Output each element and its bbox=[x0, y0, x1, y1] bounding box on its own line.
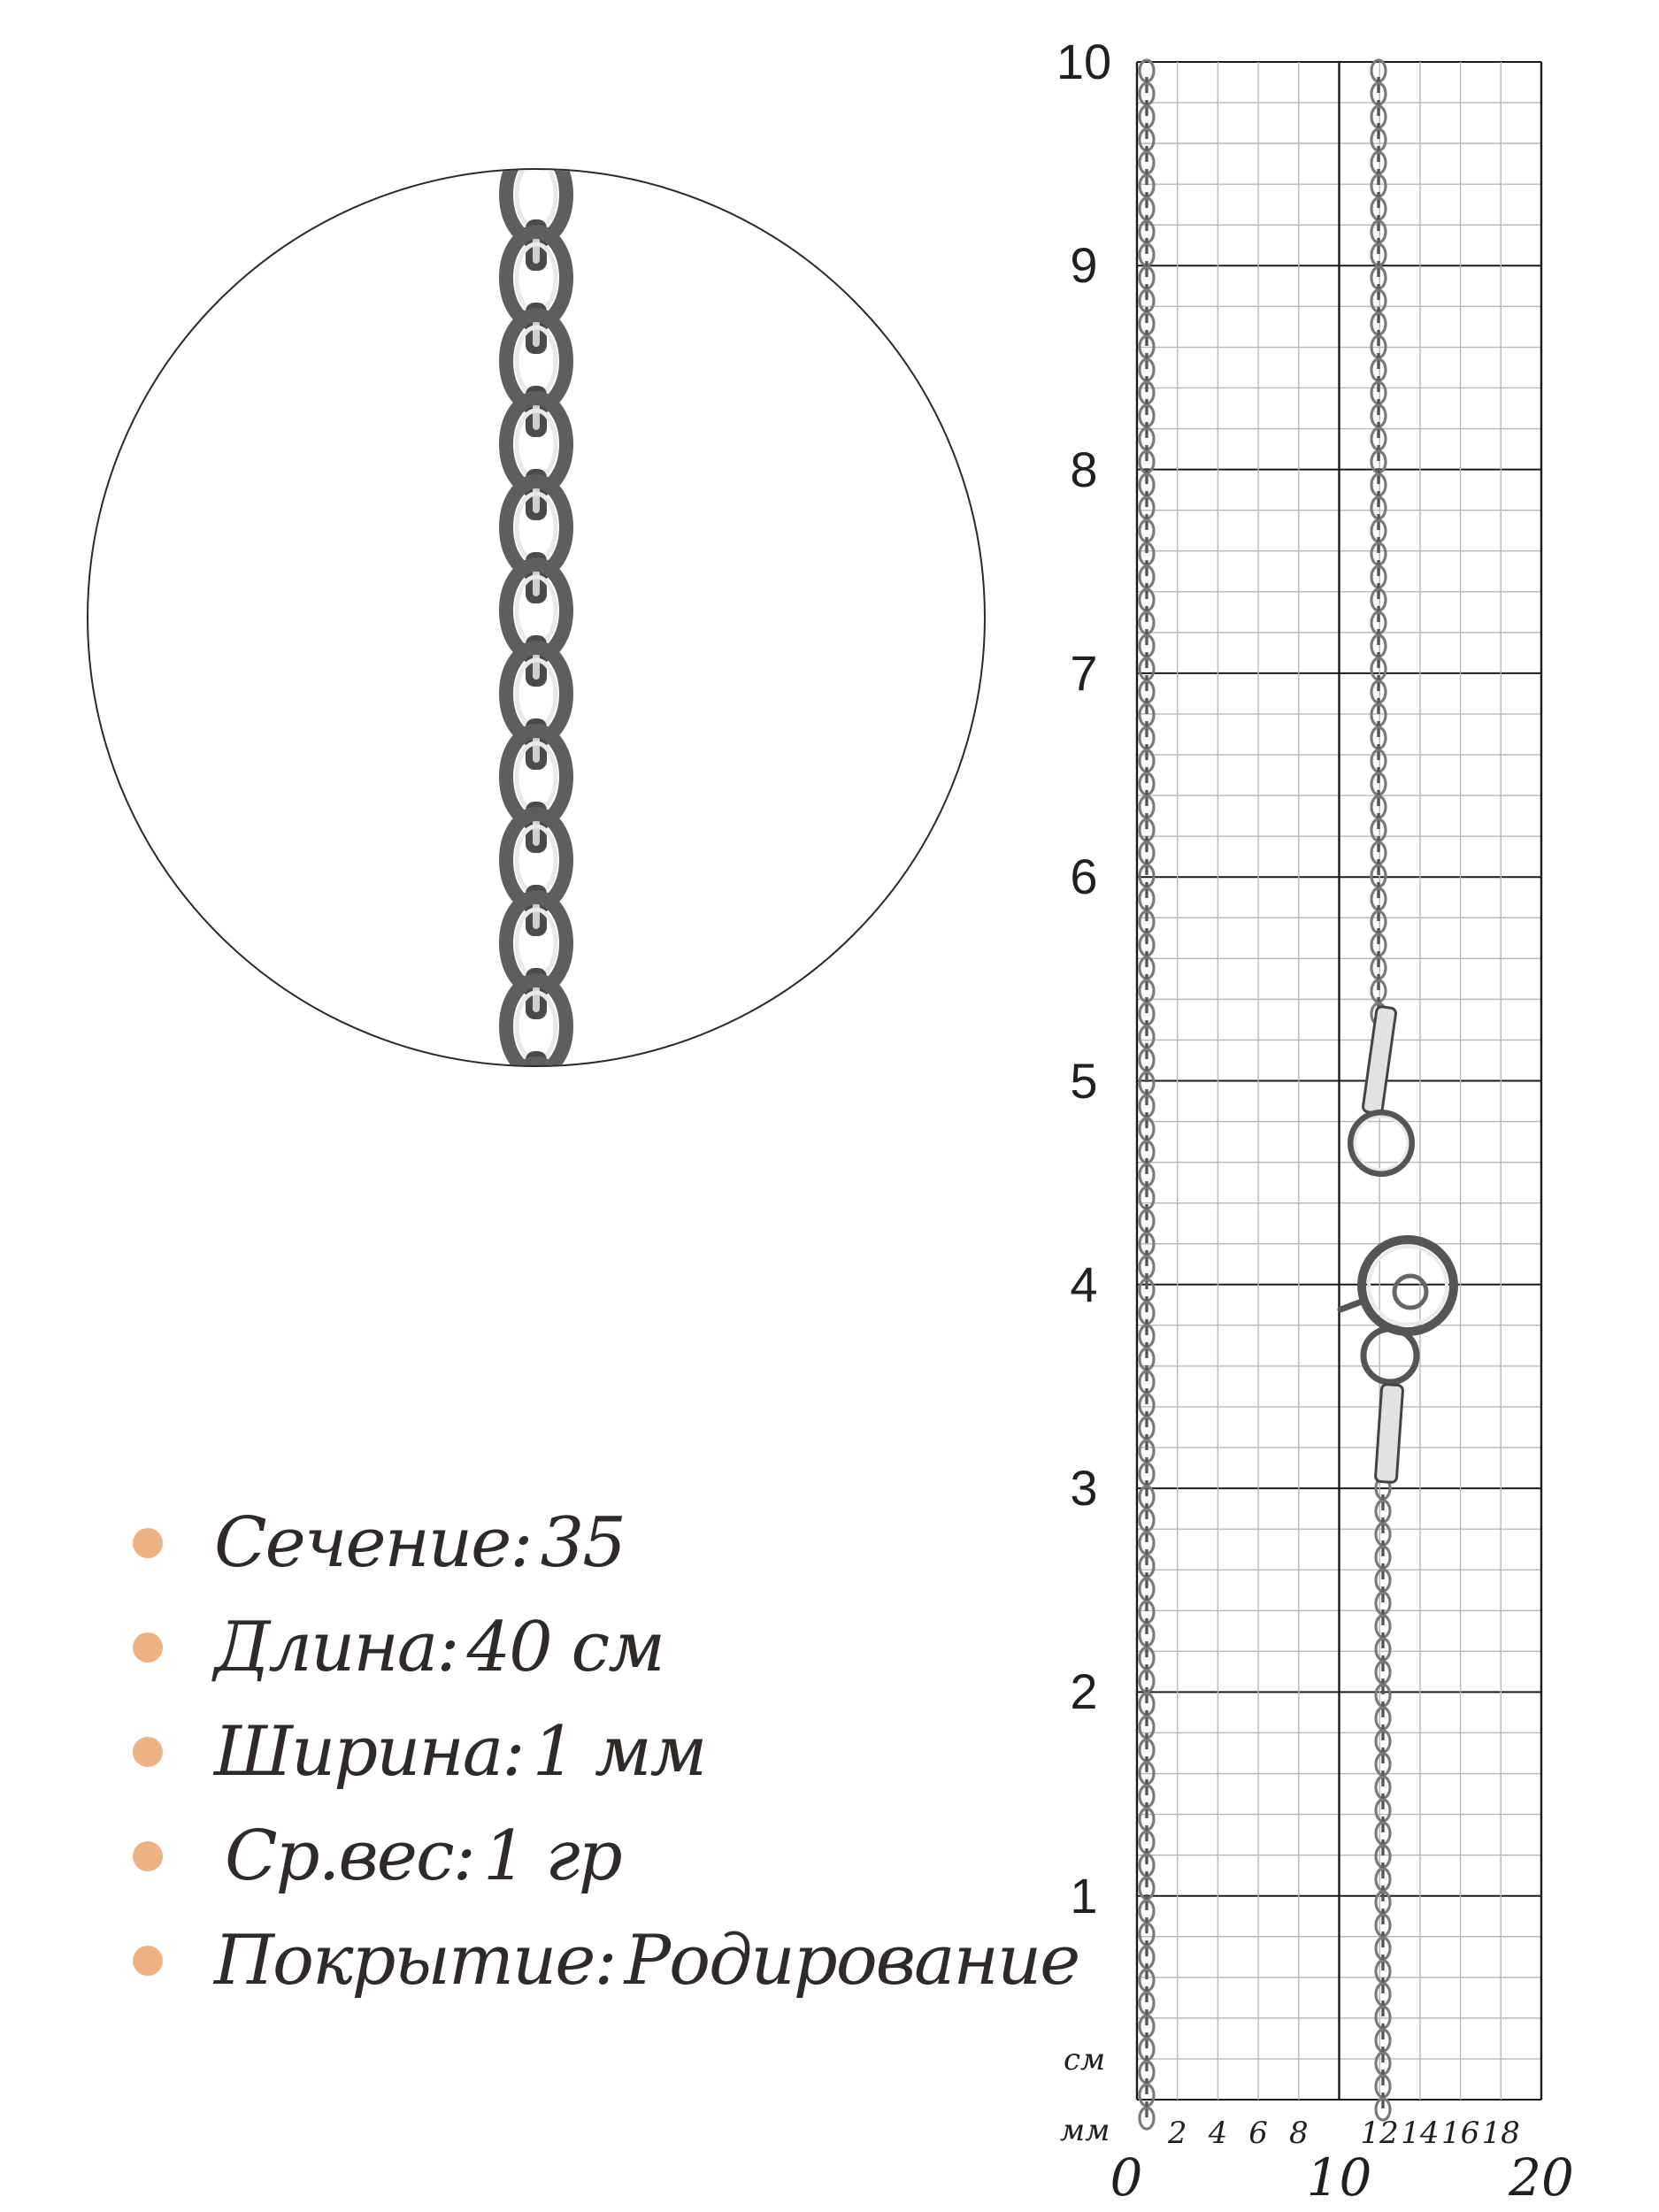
unit-cm-label: см bbox=[1064, 2042, 1106, 2078]
cm-label-1: 1 bbox=[1070, 1867, 1098, 1924]
bottom-label-0: 0 bbox=[1110, 2147, 1143, 2208]
zoom-chain bbox=[506, 170, 566, 1065]
cm-label-9: 9 bbox=[1070, 237, 1098, 294]
cm-label-5: 5 bbox=[1070, 1052, 1098, 1109]
spec-coating-value: Родирование bbox=[624, 1921, 1079, 2001]
spring-ring bbox=[1362, 1240, 1454, 1332]
mm-label-8: 8 bbox=[1288, 2116, 1309, 2151]
spec-width bbox=[133, 1700, 1079, 1804]
bullet-icon bbox=[133, 1841, 163, 1871]
bottom-label-10: 10 bbox=[1306, 2147, 1372, 2208]
bottom-label-20: 20 bbox=[1509, 2147, 1574, 2208]
right-chain-lower bbox=[1376, 1478, 1390, 2120]
spec-section-label: Сечение: bbox=[214, 1503, 532, 1583]
spec-list bbox=[133, 1491, 1079, 2013]
bullet-icon bbox=[133, 1946, 163, 1976]
spec-weight-label: Ср.вес: bbox=[225, 1816, 474, 1896]
right-chain-upper bbox=[1371, 60, 1386, 1025]
mm-label-14: 14 bbox=[1401, 2116, 1440, 2151]
bullet-icon bbox=[133, 1528, 163, 1558]
grid-lines bbox=[1137, 62, 1541, 2100]
cm-label-10: 10 bbox=[1056, 34, 1112, 89]
grid-with-chain bbox=[1044, 35, 1646, 2194]
spec-length bbox=[133, 1595, 1079, 1700]
cm-label-7: 7 bbox=[1070, 644, 1098, 701]
mm-label-2: 2 bbox=[1167, 2116, 1187, 2151]
mm-label-12: 12 bbox=[1360, 2116, 1399, 2151]
chain-zoom-circle bbox=[87, 168, 986, 1067]
mm-label-6: 6 bbox=[1248, 2116, 1268, 2151]
cm-label-8: 8 bbox=[1070, 441, 1098, 497]
spec-width-label: Ширина: bbox=[214, 1712, 524, 1792]
spec-coating-label: Покрытие: bbox=[214, 1921, 616, 2001]
spec-length-value: 40 см bbox=[466, 1608, 664, 1687]
jump-ring bbox=[1363, 1329, 1417, 1382]
left-chain bbox=[1140, 60, 1154, 2129]
bullet-icon bbox=[133, 1737, 163, 1767]
mm-label-4: 4 bbox=[1208, 2116, 1228, 2151]
clasp-lever bbox=[1340, 1301, 1364, 1310]
spring-ring-highlight bbox=[1369, 1247, 1447, 1325]
spec-section-value: 35 bbox=[540, 1503, 625, 1583]
spec-coating bbox=[133, 1909, 1079, 2013]
spec-weight-value: 1 гр bbox=[482, 1816, 621, 1896]
cm-label-6: 6 bbox=[1070, 849, 1098, 905]
spec-section bbox=[133, 1491, 1079, 1595]
cm-label-4: 4 bbox=[1070, 1256, 1098, 1312]
spec-weight bbox=[133, 1804, 1079, 1909]
unit-mm-label: мм bbox=[1060, 2113, 1110, 2148]
clasp-tab-upper bbox=[1363, 1006, 1396, 1114]
mm-label-16: 16 bbox=[1440, 2116, 1480, 2151]
cm-label-3: 3 bbox=[1070, 1460, 1098, 1517]
spec-length-label: Длина: bbox=[214, 1608, 458, 1687]
measurement-grid bbox=[1044, 34, 1646, 2208]
spring-ring-inner bbox=[1394, 1276, 1426, 1308]
spec-width-value: 1 мм bbox=[532, 1712, 706, 1792]
mm-label-18: 18 bbox=[1481, 2116, 1520, 2151]
chain-closeup-image bbox=[88, 170, 984, 1065]
cm-label-2: 2 bbox=[1070, 1663, 1098, 1720]
bullet-icon bbox=[133, 1632, 163, 1663]
